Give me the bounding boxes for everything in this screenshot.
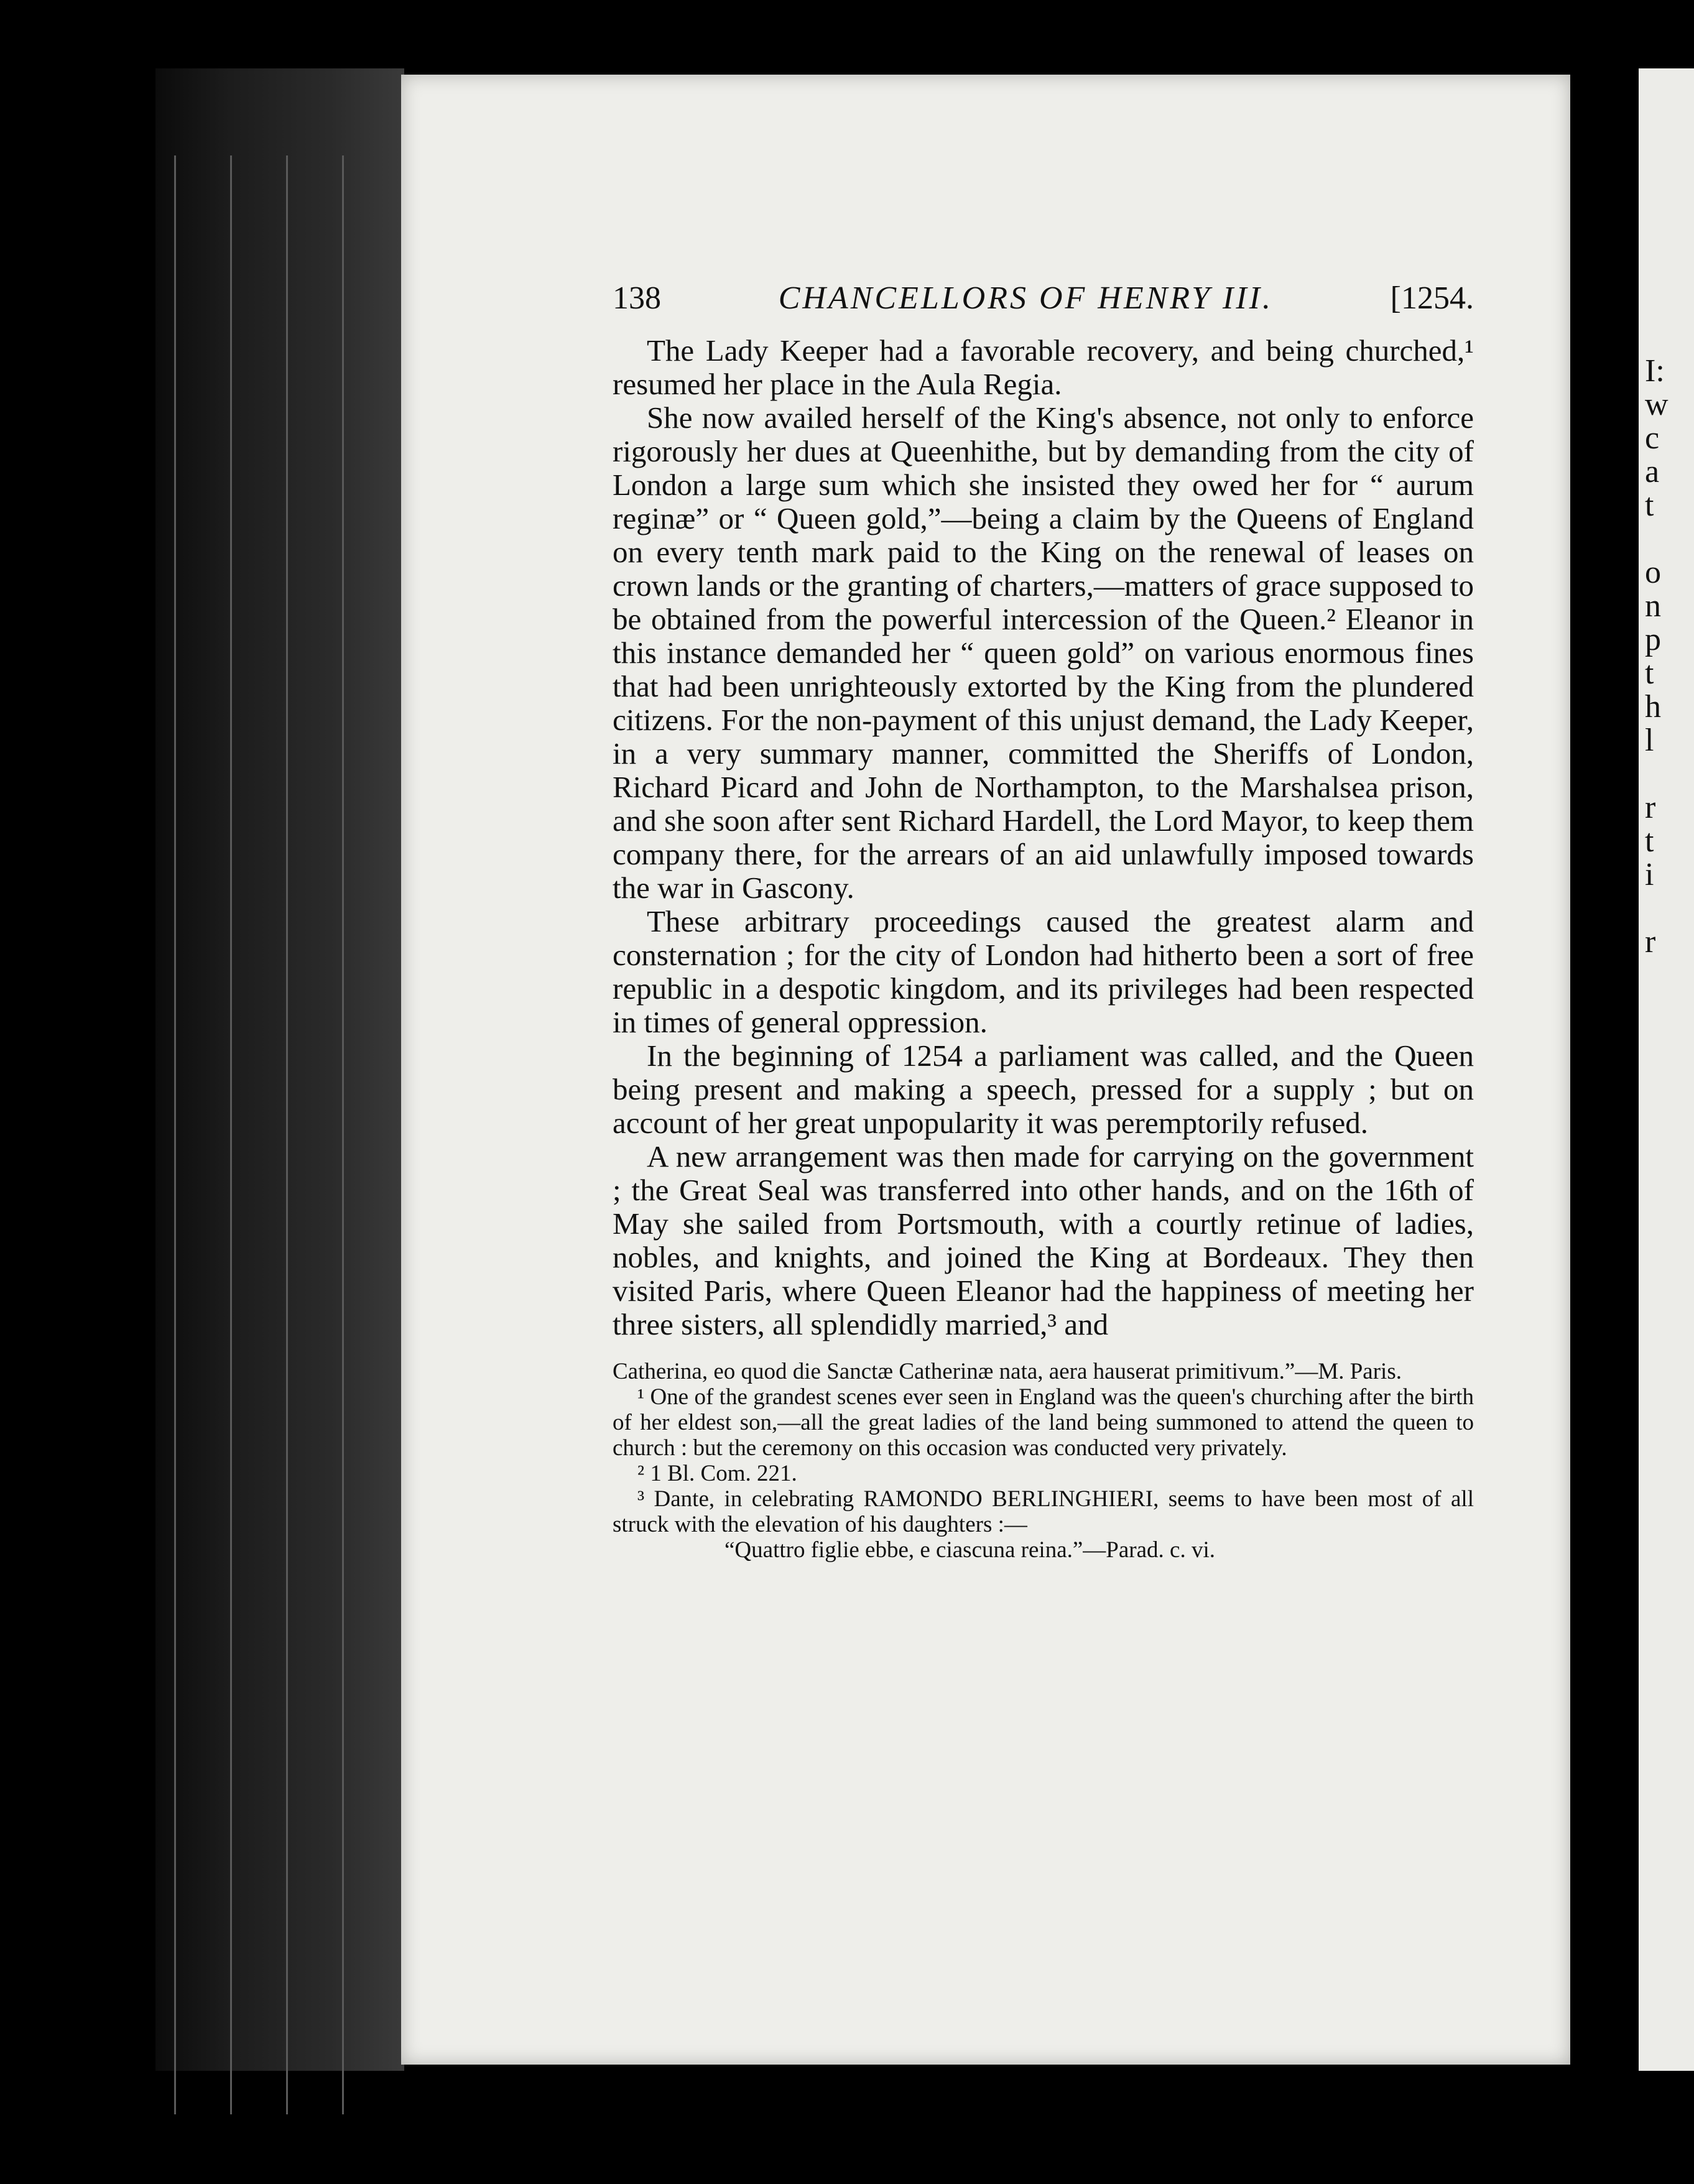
page-edge-line: [174, 155, 176, 2114]
footnote-continuation: Catherina, eo quod die Sanctæ Catherinæ nata, aera hauserat primitivum.”—M. Paris.: [613, 1359, 1402, 1384]
body-text: [613, 334, 1474, 1341]
paragraph: In the beginning of 1254 a parliament was called, and the Queen being present and making a speech, pressed for a supply ; but on account of her great unpopularity it was peremptorily refused.: [613, 1039, 1474, 1140]
facing-page-letter: t: [1645, 655, 1654, 691]
page-edge-line: [286, 155, 288, 2114]
header-year: [1254.: [1390, 280, 1474, 316]
running-title: CHANCELLORS OF HENRY III.: [778, 280, 1273, 316]
footnote-3: ³ Dante, in celebrating RAMONDO BERLINGHIERI, seems to have been most of all struck with the elevation of his daughters :—: [613, 1486, 1474, 1537]
facing-page-letter: r: [1645, 924, 1656, 960]
page-edge-line: [230, 155, 232, 2114]
facing-page-letter: l: [1645, 723, 1654, 758]
footnote-quote: “Quattro figlie ebbe, e ciascuna reina.”—Parad. c. vi.: [724, 1537, 1215, 1563]
facing-page-letter: n: [1645, 588, 1661, 624]
page-header: [613, 280, 1474, 317]
paragraph: These arbitrary proceedings caused the greatest alarm and consternation ; for the city of London had hitherto been a sort of free republic in a despotic kingdom, and its privileges had been respected in times of general oppression.: [613, 904, 1474, 1039]
facing-page-letter: c: [1645, 420, 1660, 456]
footnote-1: ¹ One of the grandest scenes ever seen in England was the queen's churching after the birth of her eldest son,—all the great ladies of the land being summoned to attend the queen to church : but the ceremony on this occasion was conducted very privately.: [613, 1384, 1474, 1461]
footnote-2: ² 1 Bl. Com. 221.: [637, 1461, 797, 1486]
facing-page-letters: [1645, 354, 1669, 959]
facing-page-letter: o: [1645, 555, 1661, 590]
facing-page-letter: I:: [1645, 353, 1665, 389]
footnotes: [613, 1359, 1474, 1563]
paragraph: She now availed herself of the King's absence, not only to enforce rigorously her dues at Queenhithe, but by demanding from the city of London a large sum which she insisted they owed her for “ aurum reginæ” or “ Queen gold,”—being a claim by the Queens of England on every tenth mark paid to the King on the renewal of leases on crown lands or the granting of charters,—matters of grace supposed to be obtained from the powerful intercession of the Queen.² Eleanor in this instance demanded her “ queen gold” on various enormous fines that had been unrighteously extorted by the King from the plundered citizens. For the non-payment of this unjust demand, the Lady Keeper, in a very summary manner, committed the Sheriffs of London, Richard Picard and John de Northampton, to the Marshalsea prison, and she soon after sent Richard Hardell, the Lord Mayor, to keep them company there, for the arrears of an aid unlawfully imposed towards the war in Gascony.: [613, 400, 1474, 905]
paragraph: The Lady Keeper had a favorable recovery, and being churched,¹ resumed her place in the Aula Regia.: [613, 333, 1474, 401]
facing-page-letter: w: [1645, 387, 1669, 422]
facing-page-letter: i: [1645, 857, 1654, 892]
facing-page-letter: [1645, 892, 1669, 925]
facing-page-letter: h: [1645, 689, 1661, 724]
book-page: [401, 75, 1570, 2065]
facing-page-letter: t: [1645, 488, 1654, 523]
facing-page-letter: r: [1645, 790, 1656, 825]
book-edge: [155, 68, 404, 2071]
facing-page-letter: t: [1645, 823, 1654, 859]
gutter: [1626, 68, 1639, 2071]
facing-page-letter: [1645, 522, 1669, 556]
page-content: [613, 280, 1474, 1563]
facing-page-letter: a: [1645, 454, 1660, 489]
facing-page: [1626, 68, 1694, 2071]
facing-page-letter: [1645, 757, 1669, 791]
page-number: 138: [613, 280, 661, 316]
paragraph: A new arrangement was then made for carrying on the government ; the Great Seal was transferred into other hands, and on the 16th of May she sailed from Portsmouth, with a courtly retinue of ladies, nobles, and knights, and joined the King at Bordeaux. They then visited Paris, where Queen Eleanor had the happiness of meeting her three sisters, all splendidly married,³ and: [613, 1139, 1474, 1341]
page-edge-line: [342, 155, 344, 2114]
facing-page-letter: p: [1645, 622, 1661, 657]
